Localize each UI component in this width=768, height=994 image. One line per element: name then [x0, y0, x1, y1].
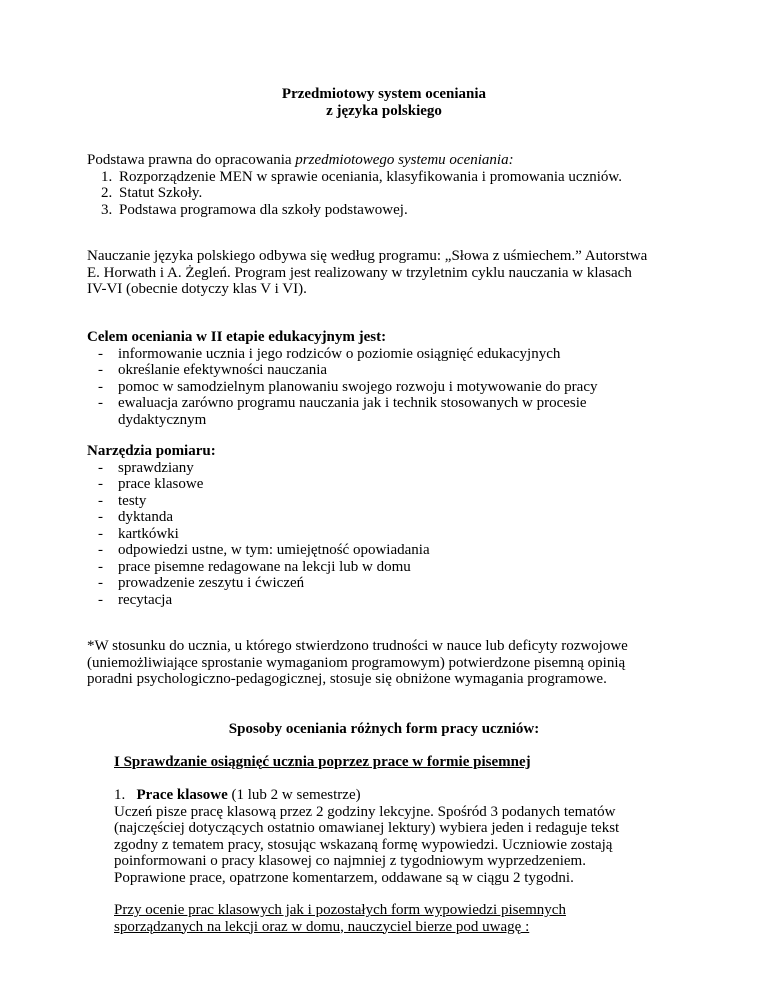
goals-heading: Celem oceniania w II etapie edukacyjnym jest: — [87, 329, 387, 345]
note-paragraph — [87, 638, 697, 688]
document-title — [0, 86, 768, 119]
goals-section — [87, 329, 697, 428]
list-item: - sprawdziany — [87, 460, 697, 477]
list-item: - prace pisemne redagowane na lekcji lub w domu — [87, 559, 697, 576]
written-tests-item — [114, 787, 724, 886]
text-line: E. Horwath i A. Żegleń. Program jest realizowany w trzyletnim cyklu nauczania w klasach — [87, 264, 632, 281]
legal-basis-section — [87, 152, 697, 218]
list-item: - testy — [87, 493, 697, 510]
text-line: (uniemożliwiające sprostanie wymaganiom programowym) potwierdzone pisemną opinią — [87, 654, 626, 671]
text-line: Poprawione prace, opatrzone komentarzem, oddawane są w ciągu 2 tygodni. — [114, 869, 574, 886]
list-item: 3. Podstawa programowa dla szkoły podstawowej. — [101, 201, 408, 218]
list-item: - kartkówki — [87, 526, 697, 543]
text-line: Nauczanie języka polskiego odbywa się według programu: „Słowa z uśmiechem.” Autorstwa — [87, 248, 648, 264]
tools-section — [87, 443, 697, 608]
text-line: Uczeń pisze pracę klasową przez 2 godziny lekcyjne. Spośród 3 podanych tematów — [114, 803, 616, 820]
list-item: 2. Statut Szkoły. — [101, 185, 203, 201]
section-1-heading: I Sprawdzanie osiągnięć ucznia poprzez prace w formie pisemnej — [114, 754, 531, 770]
text-line: zgodny z tematem pracy, stosując wskazaną formę wypowiedzi. Uczniowie zostają — [114, 836, 613, 853]
text-line: sporządzanych na lekcji oraz w domu, nauczyciel bierze pod uwagę : — [114, 918, 530, 935]
methods-heading: Sposoby oceniania różnych form pracy uczniów: — [228, 721, 540, 737]
list-item: - ewaluacja zarówno programu nauczania jak i technik stosowanych w procesie dydaktycznym — [87, 395, 697, 428]
text-line: poinformowani o pracy klasowej co najmniej z tygodniowym wyprzedzeniem. — [114, 853, 586, 869]
list-item: - informowanie ucznia i jego rodziców o poziomie osiągnięć edukacyjnych — [87, 346, 697, 363]
text-line: (najczęściej dotyczących ostatnio omawianej lektury) wybiera jeden i redaguje tekst — [114, 820, 620, 836]
title-line-1: Przedmiotowy system oceniania — [281, 86, 487, 102]
tools-heading: Narzędzia pomiaru: — [87, 443, 216, 459]
text-line: IV-VI (obecnie dotyczy klas V i VI). — [87, 281, 307, 297]
list-item: - określanie efektywności nauczania — [87, 362, 697, 379]
list-item: - pomoc w samodzielnym planowaniu swojego rozwoju i motywowanie do pracy — [87, 379, 697, 396]
item-heading: 1. Prace klasowe (1 lub 2 w semestrze) — [114, 787, 361, 803]
list-item: - recytacja — [87, 592, 697, 609]
program-paragraph — [87, 248, 697, 298]
tools-list — [87, 460, 697, 609]
criteria-paragraph — [114, 902, 724, 935]
title-line-2: z języka polskiego — [326, 102, 442, 119]
legal-basis-list — [87, 169, 697, 219]
section-1 — [114, 754, 724, 771]
legal-basis-intro: Podstawa prawna do opracowania przedmiotowego systemu oceniania: — [87, 152, 514, 168]
list-item: - prace klasowe — [87, 476, 697, 493]
text-line: poradni psychologiczno-pedagogicznej, stosuje się obniżone wymagania programowe. — [87, 671, 607, 687]
text-line: Przy ocenie prac klasowych jak i pozostałych form wypowiedzi pisemnych — [114, 902, 566, 918]
text-line: *W stosunku do ucznia, u którego stwierdzono trudności w nauce lub deficyty rozwojowe — [87, 638, 628, 654]
list-item: 1. Rozporządzenie MEN w sprawie oceniania, klasyfikowania i promowania uczniów. — [101, 168, 623, 185]
goals-list — [87, 346, 697, 429]
list-item: - dyktanda — [87, 509, 697, 526]
list-item: - prowadzenie zeszytu i ćwiczeń — [87, 575, 697, 592]
list-item: - odpowiedzi ustne, w tym: umiejętność opowiadania — [87, 542, 697, 559]
